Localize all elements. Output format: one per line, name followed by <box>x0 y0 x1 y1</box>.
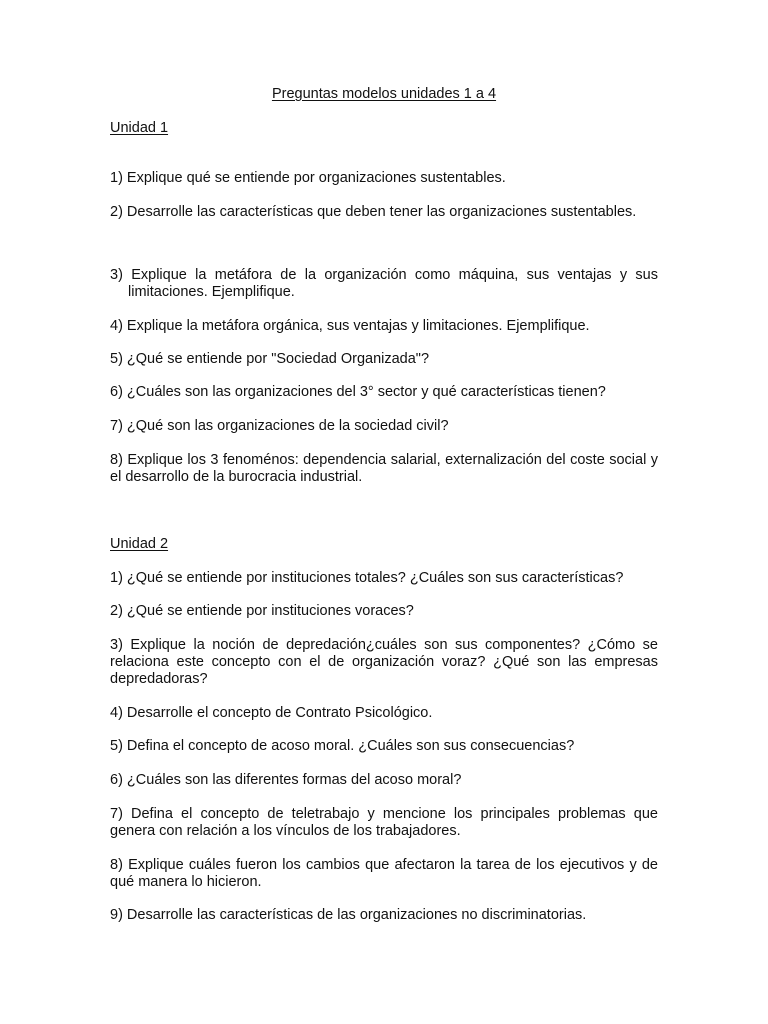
unit-2-question-1: 1) ¿Qué se entiende por instituciones totales? ¿Cuáles son sus características? <box>110 570 624 586</box>
unit-2-question-6: 6) ¿Cuáles son las diferentes formas del acoso moral? <box>110 772 462 788</box>
document-title: Preguntas modelos unidades 1 a 4 <box>271 86 497 102</box>
unit-2-question-4: 4) Desarrolle el concepto de Contrato Psicológico. <box>110 705 433 721</box>
unit-1-heading: Unidad 1 <box>110 120 169 136</box>
unit-2-question-7: 7) Defina el concepto de teletrabajo y mencione los principales problemas que genera con relación a los vínculos de los trabajadores. <box>110 806 658 839</box>
unit-1-question-2: 2) Desarrolle las características que deben tener las organizaciones sustentables. <box>110 204 637 220</box>
unit-2-question-3: 3) Explique la noción de depredación¿cuáles son sus componentes? ¿Cómo se relaciona este concepto con el de organización voraz? ¿Qué son las empresas depredadoras? <box>110 637 658 687</box>
unit-1-question-5: 5) ¿Qué se entiende por "Sociedad Organizada"? <box>110 351 430 367</box>
unit-1-question-1: 1) Explique qué se entiende por organizaciones sustentables. <box>110 170 506 186</box>
unit-2-question-9: 9) Desarrolle las características de las organizaciones no discriminatorias. <box>110 907 587 923</box>
unit-1-question-3: 3) Explique la metáfora de la organización como máquina, sus ventajas y sus limitaciones. Ejemplifique. <box>110 267 658 300</box>
unit-1-question-6: 6) ¿Cuáles son las organizaciones del 3° sector y qué características tienen? <box>110 384 606 400</box>
unit-1-question-7: 7) ¿Qué son las organizaciones de la sociedad civil? <box>110 418 449 434</box>
unit-2-heading: Unidad 2 <box>110 536 169 552</box>
unit-1-question-8: 8) Explique los 3 fenoménos: dependencia salarial, externalización del coste social y el desarrollo de la burocracia industrial. <box>110 452 658 485</box>
unit-1-question-4: 4) Explique la metáfora orgánica, sus ventajas y limitaciones. Ejemplifique. <box>110 318 590 334</box>
unit-2-question-2: 2) ¿Qué se entiende por instituciones voraces? <box>110 603 414 619</box>
unit-2-question-5: 5) Defina el concepto de acoso moral. ¿Cuáles son sus consecuencias? <box>110 738 575 754</box>
unit-2-question-8: 8) Explique cuáles fueron los cambios que afectaron la tarea de los ejecutivos y de qué manera lo hicieron. <box>110 857 658 890</box>
